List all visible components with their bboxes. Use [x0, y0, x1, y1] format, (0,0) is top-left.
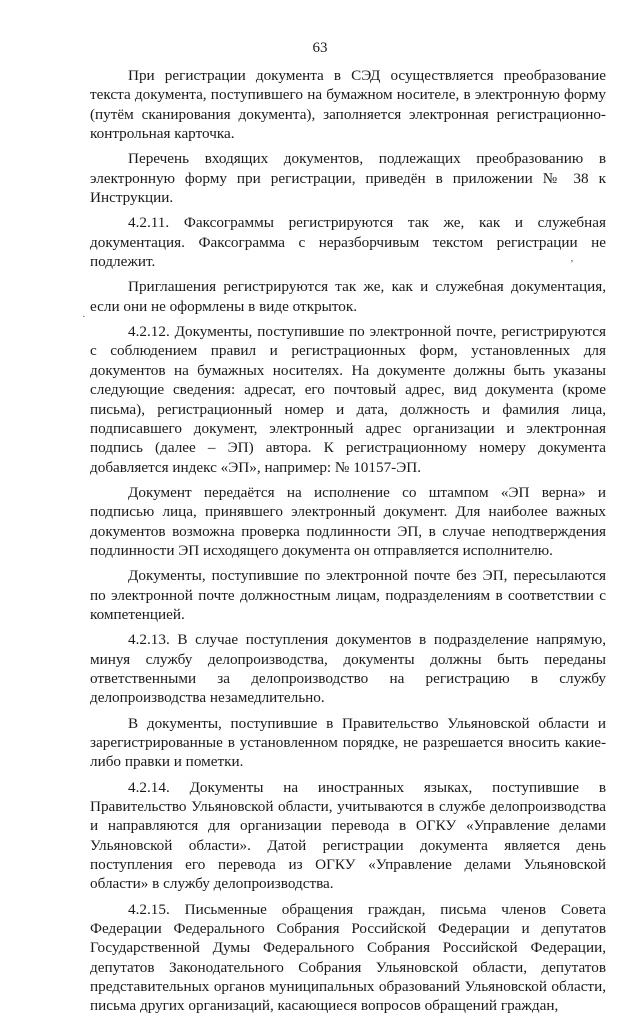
paragraph-4-2-12: 4.2.12. Документы, поступившие по электронной почте, регистрируются с соблюдением правил и регистрационных форм, установленных для документов на бумажных носителях. На документе должны быть указаны следующие сведения: адресат, его почтовый адрес, вид документа (кроме письма), регистрационный номер и дата, должность и фамилия лица, подписавшего документ, электронный адрес организации и электронная подпись (далее – ЭП) автора. К регистрационному номеру документа добавляется индекс «ЭП», например: № 10157-ЭП.: [90, 323, 606, 476]
document-body: [90, 66, 606, 1016]
paragraph-4-2-15: 4.2.15. Письменные обращения граждан, письма членов Совета Федерации Федерального Собрания Российской Федерации и депутатов Государственной Думы Федерального Собрания Российской Федерации, депутатов Законодательного Собрания Ульяновской области, депутатов представительных органов муниципальных образований Ульяновской области, письма других организаций, касающиеся вопросов обращений граждан,: [90, 900, 606, 1015]
paragraph-no-edits: В документы, поступившие в Правительство Ульяновской области и зарегистрированные в установленном порядке, не разрешается вносить какие-либо правки и пометки.: [90, 714, 606, 771]
paragraph-4-2-11: 4.2.11. Факсограммы регистрируются так же, как и служебная документация. Факсограмма с неразборчивым текстом регистрации не подлежит.: [90, 214, 606, 271]
paragraph-incoming-list: Перечень входящих документов, подлежащих преобразованию в электронную форму при регистрации, приведён в приложении № 38 к Инструкции.: [90, 150, 606, 207]
scan-tick-mark: ‚: [570, 252, 574, 264]
paragraph-without-ep: Документы, поступившие по электронной почте без ЭП, пересылаются по электронной почте должностным лицам, подразделениям в соответствии с компетенцией.: [90, 567, 606, 623]
paragraph-ep-stamp: Документ передаётся на исполнение со штампом «ЭП верна» и подписью лица, принявшего электронный документ. Для наиболее важных документов возможна проверка подлинности ЭП, в случае неподтверждения подлинности ЭП исходящего документа он отправляется исполнителю.: [90, 483, 606, 559]
paragraph-4-2-13: 4.2.13. В случае поступления документов в подразделение напрямую, минуя службу делопроизводства, документы должны быть переданы ответственными за делопроизводство на регистрацию в службу делопроизводства незамедлительно.: [90, 631, 606, 707]
scan-speck-mark: ·: [82, 311, 86, 323]
paragraph-sed-registration: При регистрации документа в СЭД осуществляется преобразование текста документа, поступившего на бумажном носителе, в электронную форму (путём сканирования документа), заполняется электронная регистрационно-контрольная карточка.: [90, 67, 606, 143]
page-number: 63: [312, 40, 328, 56]
paragraph-invitations: Приглашения регистрируются так же, как и служебная документация, если они не оформлены в виде открыток.: [90, 278, 606, 315]
paragraph-4-2-14: 4.2.14. Документы на иностранных языках, поступившие в Правительство Ульяновской области, учитываются в службе делопроизводства и направляются для организации перевода в ОГКУ «Управление делами Ульяновской области». Датой регистрации документа является день поступления его перевода из ОГКУ «Управление делами Ульяновской области» в службу делопроизводства.: [90, 778, 606, 893]
